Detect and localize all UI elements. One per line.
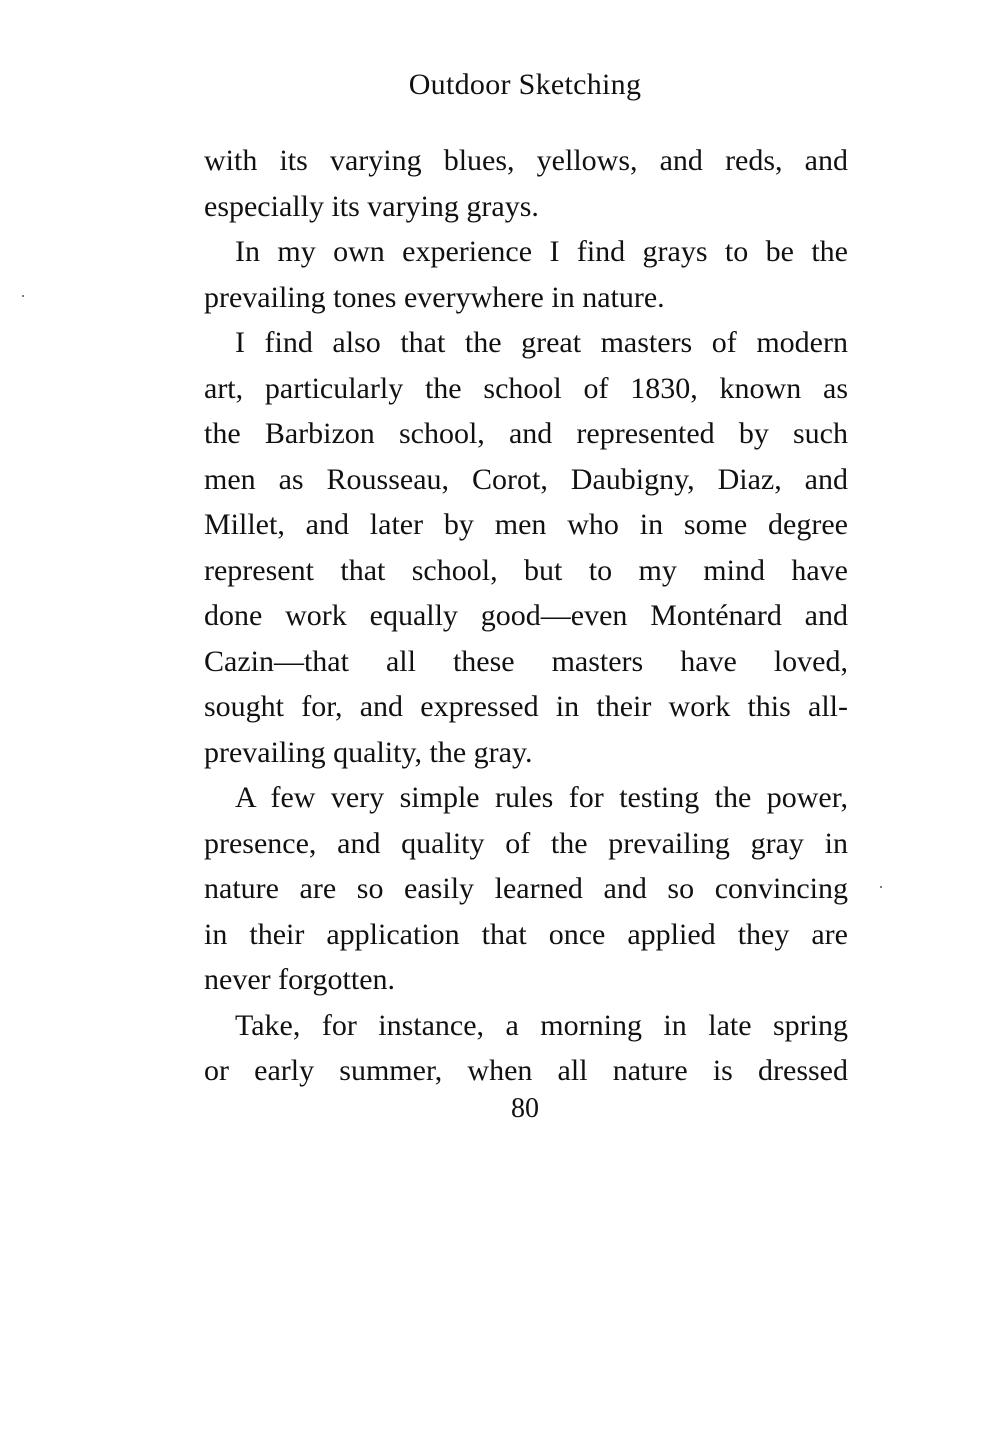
text-line: represent that school, but to my mind have [204,553,848,587]
text-line: never forgotten. [204,963,396,996]
text-line: Take, for instance, a morning in late spring [235,1008,848,1042]
page-number: 80 [511,1093,539,1124]
text-line: A few very simple rules for testing the power, [235,781,848,814]
text-line: I find also that the great masters of modern [235,326,848,359]
text-line: done work equally good—even Monténard and [204,599,848,632]
text-line: especially its varying grays. [204,189,539,223]
text-line: presence, and quality of the prevailing gray in [204,826,848,860]
text-line: prevailing quality, the gray. [204,735,533,769]
text-line: the Barbizon school, and represented by such [204,417,848,450]
scan-speck [22,295,24,297]
text-line: prevailing tones everywhere in nature. [204,280,665,314]
scan-speck [880,886,882,888]
running-head: Outdoor Sketching [408,68,642,101]
text-line: Cazin—that all these masters have loved, [204,644,848,678]
text-line: men as Rousseau, Corot, Daubigny, Diaz, and [204,462,848,496]
text-line: art, particularly the school of 1830, known as [204,371,848,405]
text-line: or early summer, when all nature is dressed [204,1054,848,1087]
text-line: in their application that once applied they are [204,917,848,951]
text-line: nature are so easily learned and so convincing [204,872,848,905]
text-line: Millet, and later by men who in some degree [204,508,848,541]
body-text [204,138,848,1094]
text-line: with its varying blues, yellows, and reds, and [204,144,848,177]
text-line: In my own experience I find grays to be the [235,235,848,268]
text-line: sought for, and expressed in their work this all- [204,690,848,723]
